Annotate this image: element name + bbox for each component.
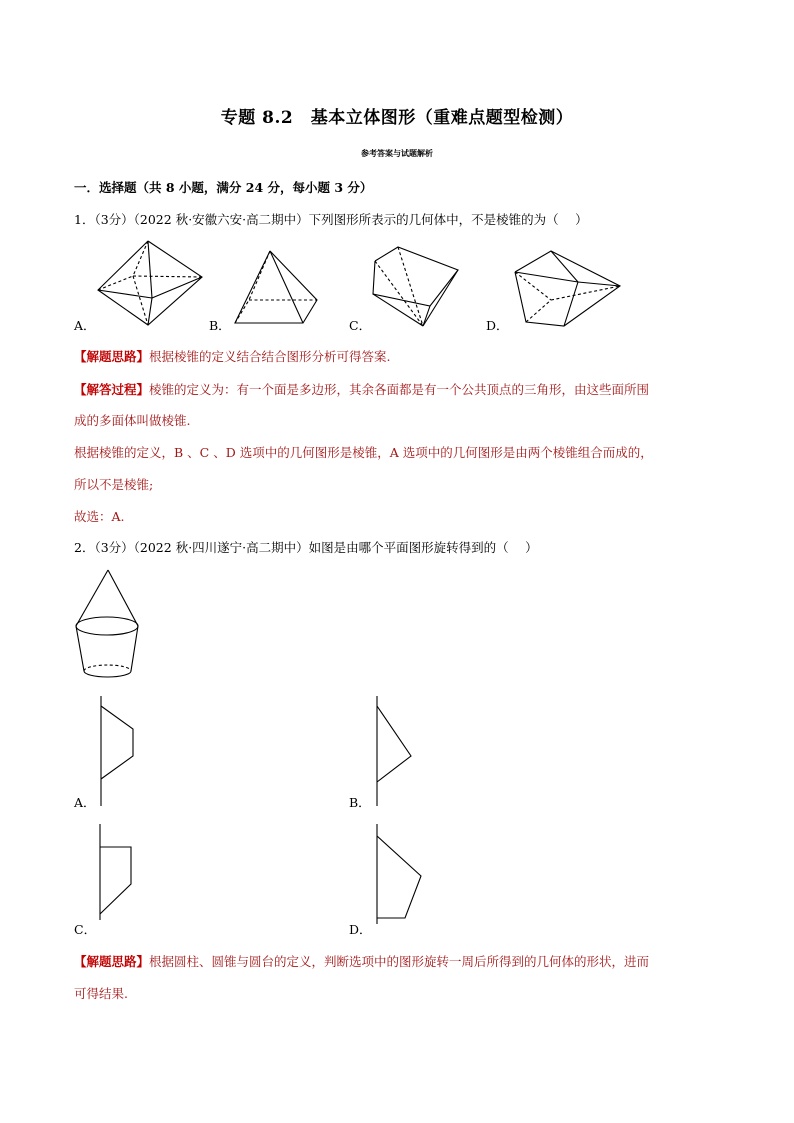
question-1-stem: 1．（3分）（2022 秋·安徽六安·高二期中）下列图形所表示的几何体中，不是棱锥的为（ ） — [74, 212, 588, 227]
process-tag: 【解答过程】 — [74, 382, 150, 397]
thinking-text: 根据棱锥的定义结合结合图形分析可得答案. — [149, 349, 391, 364]
octahedron-figure — [95, 238, 205, 328]
q1-option-c: C． — [349, 318, 372, 333]
section-heading: 一．选择题（共 8 小题，满分 24 分，每小题 3 分） — [74, 180, 373, 195]
q1-process-line-1 — [74, 380, 649, 398]
pentagonal-pyramid-figure — [512, 248, 624, 330]
option-b-figure — [372, 694, 417, 809]
q1-process-line-2: 成的多面体叫做棱锥. — [74, 413, 191, 428]
cone-frustum-figure — [74, 568, 144, 678]
q2-option-b: B． — [349, 795, 371, 810]
square-pyramid-figure — [232, 248, 322, 328]
q2-option-a: A． — [74, 795, 96, 810]
q2-option-d: D． — [349, 922, 372, 937]
q1-option-d: D． — [486, 318, 509, 333]
q1-process-line-4: 所以不是棱锥; — [74, 477, 154, 492]
page-title: 专题 8.2 基本立体图形（重难点题型检测） — [220, 108, 574, 128]
q2-thinking-line-2: 可得结果. — [74, 986, 128, 1001]
page-subtitle: 参考答案与试题解析 — [361, 149, 433, 158]
q2-thinking-tag: 【解题思路】 — [74, 954, 150, 969]
thinking-tag: 【解题思路】 — [74, 349, 150, 364]
option-c-figure — [95, 822, 140, 922]
q1-process-line-3: 根据棱锥的定义，B 、C 、D 选项中的几何图形是棱锥，A 选项中的几何图形是由两个棱锥组合而成的， — [74, 445, 653, 460]
option-a-figure — [96, 694, 141, 809]
process-text: 棱锥的定义为：有一个面是多边形，其余各面都是有一个公共顶点的三角形，由这些面所围 — [149, 382, 650, 397]
option-d-figure — [372, 822, 427, 926]
q1-thinking — [74, 347, 391, 365]
q1-answer: 故选：A. — [74, 509, 125, 524]
q2-thinking-text: 根据圆柱、圆锥与圆台的定义，判断选项中的图形旋转一周后所得到的几何体的形状，进而 — [149, 954, 650, 969]
q2-option-c: C． — [74, 922, 97, 937]
q1-option-b: B． — [209, 318, 231, 333]
truncated-pyramid-figure — [370, 243, 465, 328]
question-2-stem: 2．（3分）（2022 秋·四川遂宁·高二期中）如图是由哪个平面图形旋转得到的（ ） — [74, 540, 538, 555]
q2-thinking-line-1 — [74, 952, 649, 970]
q1-option-a: A． — [74, 318, 96, 333]
